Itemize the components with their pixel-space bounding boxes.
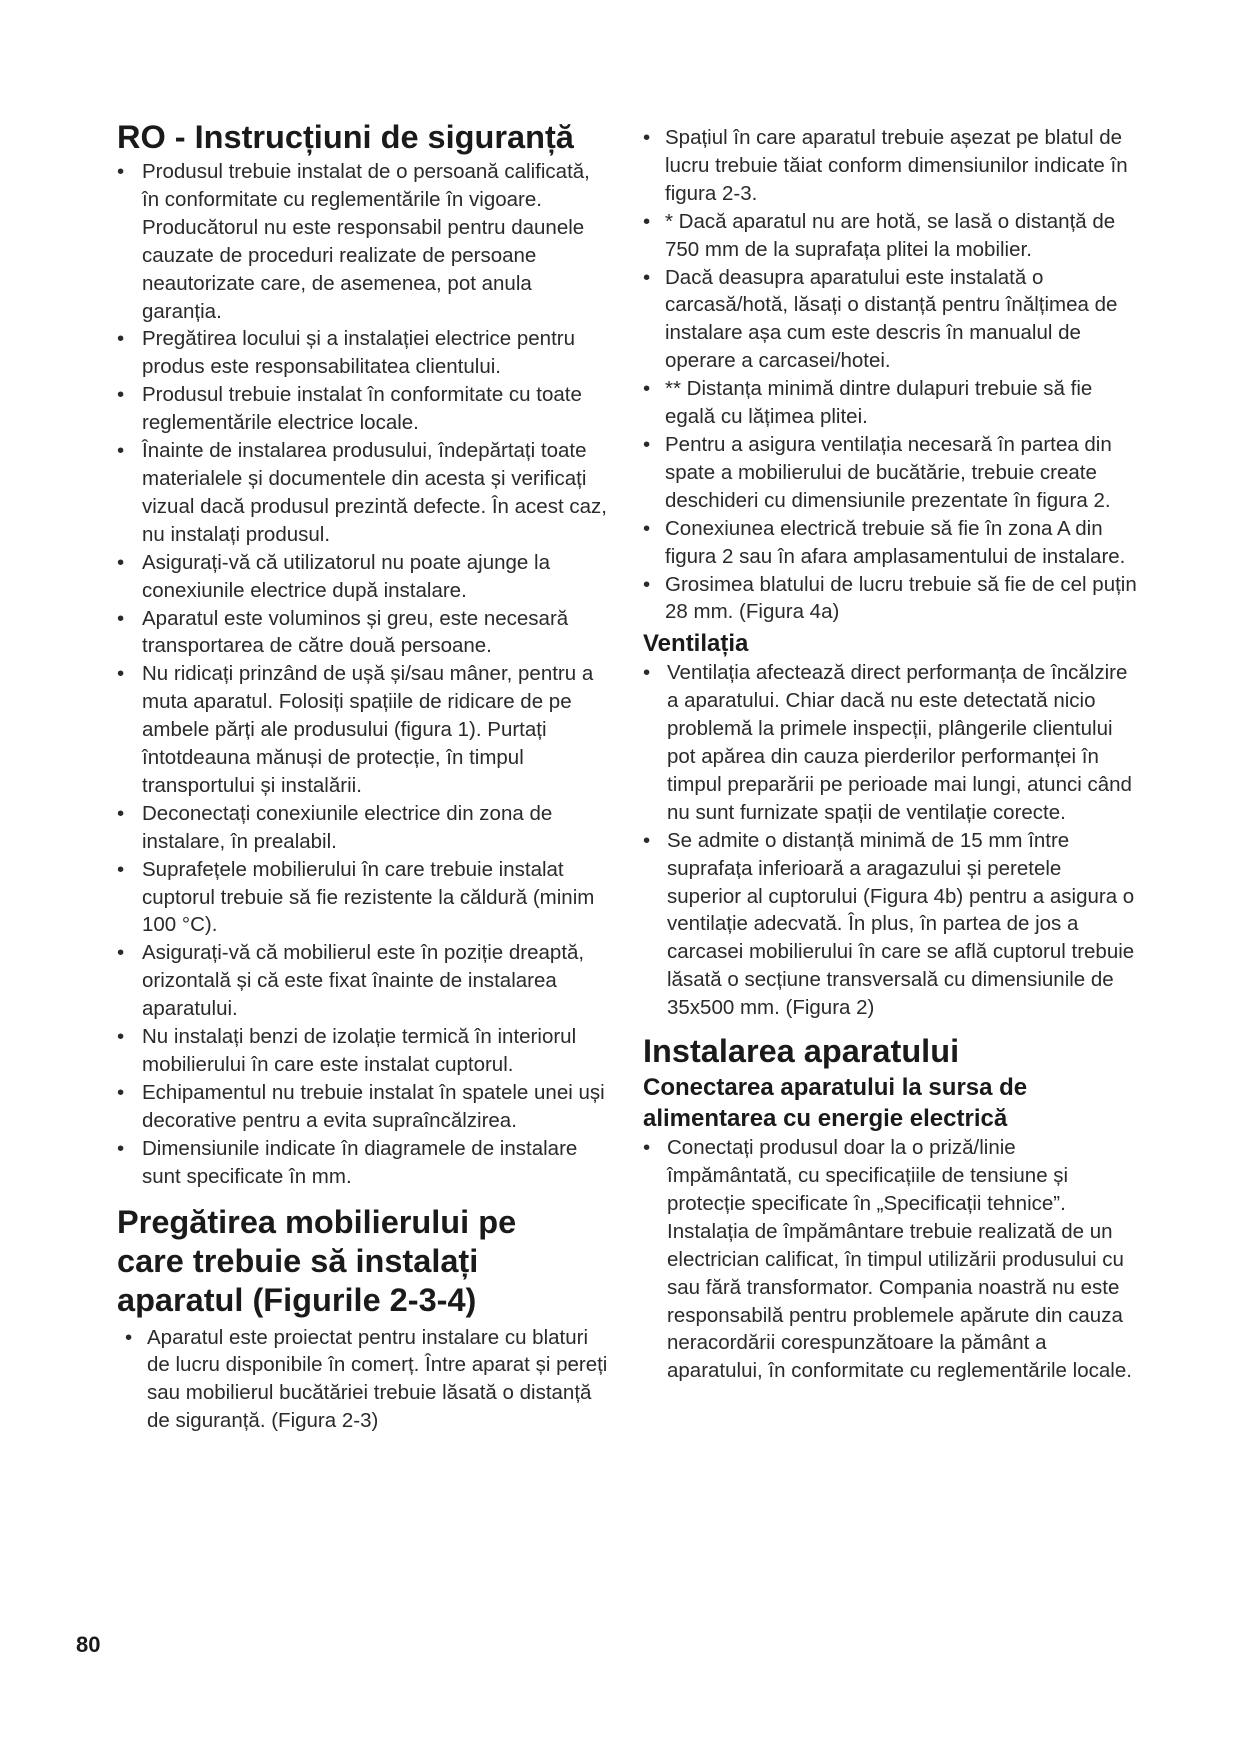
list-item: • Spațiul în care aparatul trebuie așezat pe blatul de lucru trebuie tăiat conform dimensiunilor indicate în figura 2-3.: [643, 124, 1138, 208]
list-item: • Grosimea blatului de lucru trebuie să fie de cel puțin 28 mm. (Figura 4a): [643, 571, 1138, 627]
ventilation-list: [643, 659, 1135, 1022]
list-item: • ** Distanța minimă dintre dulapuri trebuie să fie egală cu lățimea plitei.: [643, 375, 1138, 431]
list-item: • Asigurați-vă că mobilierul este în poziție dreaptă, orizontală și că este fixat înainte de instalarea aparatului.: [117, 939, 607, 1023]
list-item: • Produsul trebuie instalat în conformitate cu toate reglementările electrice locale.: [117, 381, 607, 437]
furniture-prep-list: [117, 1324, 610, 1436]
list-item: • Pregătirea locului și a instalației electrice pentru produs este responsabilitatea clientului.: [117, 325, 607, 381]
list-item: • Înainte de instalarea produsului, îndepărtați toate materialele și documentele din acesta și verificați vizual dacă produsul prezintă defecte. În acest caz, nu instalați produsul.: [117, 437, 607, 549]
electrical-connection-list: [643, 1134, 1135, 1385]
list-item: • Se admite o distanță minimă de 15 mm între suprafața inferioară a aragazului și peretele superior al cuptorului (Figura 4b) pentru a asigura o ventilație adecvată. În plus, în partea de jos a carcasei mobilierului în care se află cuptorul trebuie lăsată o secțiune transversală cu dimensiunile de 35x500 mm. (Figura 2): [643, 827, 1135, 1022]
list-item: • * Dacă aparatul nu are hotă, se lasă o distanță de 750 mm de la suprafața plitei la mobilier.: [643, 208, 1138, 264]
cutout-list: [643, 124, 1138, 626]
list-item: • Pentru a asigura ventilația necesară în partea din spate a mobilierului de bucătărie, trebuie create deschideri cu dimensiunile prezentate în figura 2.: [643, 431, 1138, 515]
furniture-prep-title: Pregătirea mobilierului pe care trebuie să instalați aparatul (Figurile 2-3-4): [117, 1203, 517, 1318]
list-item: • Aparatul este voluminos și greu, este necesară transportarea de către două persoane.: [117, 605, 607, 661]
list-item: • Aparatul este proiectat pentru instalare cu blaturi de lucru disponibile în comerț. Între aparat și pereți sau mobilierul bucătăriei trebuie lăsată o distanță de siguranță. (Figura 2-3): [125, 1324, 610, 1436]
list-item: • Produsul trebuie instalat de o persoană calificată, în conformitate cu reglementările în vigoare. Producătorul nu este responsabil pentru daunele cauzate de proceduri realizate de persoane neautorizate care, de asemenea, pot anula garanția.: [117, 158, 607, 325]
ventilation-title: Ventilația: [643, 630, 749, 658]
right-column: [643, 124, 1138, 1385]
page-number: 80: [76, 1632, 101, 1657]
electrical-connection-title: Conectarea aparatului la sursa de alimentarea cu energie electrică: [643, 1074, 1028, 1133]
list-item: • Conectați produsul doar la o priză/linie împământată, cu specificațiile de tensiune și protecție specificate în „Specificații tehnice”. Instalația de împământare trebuie realizată de un electrician calificat, în timpul utilizării produsului cu sau fără transformator. Compania noastră nu este responsabilă pentru problemele apărute din cauza neracordării corespunzătoare la pământ a aparatului, în conformitate cu reglementările locale.: [643, 1134, 1135, 1385]
safety-title: RO - Instrucțiuni de siguranță: [117, 119, 574, 155]
list-item: • Dacă deasupra aparatului este instalată o carcasă/hotă, lăsați o distanță pentru înălțimea de instalare așa cum este descris în manualul de operare a carcasei/hotei.: [643, 264, 1138, 376]
list-item: • Ventilația afectează direct performanța de încălzire a aparatului. Chiar dacă nu este detectată nicio problemă la primele inspecții, plângerile clientului pot apărea din cauza pierderilor performanței în timpul preparării pe perioade mai lungi, atunci când nu sunt furnizate spații de ventilație corecte.: [643, 659, 1135, 826]
list-item: • Nu instalați benzi de izolație termică în interiorul mobilierului în care este instalat cuptorul.: [117, 1023, 607, 1079]
list-item: • Deconectați conexiunile electrice din zona de instalare, în prealabil.: [117, 800, 607, 856]
list-item: • Conexiunea electrică trebuie să fie în zona A din figura 2 sau în afara amplasamentului de instalare.: [643, 515, 1138, 571]
list-item: • Asigurați-vă că utilizatorul nu poate ajunge la conexiunile electrice după instalare.: [117, 549, 607, 605]
list-item: • Suprafețele mobilierului în care trebuie instalat cuptorul trebuie să fie rezistente la căldură (minim 100 °C).: [117, 856, 607, 940]
left-column: [117, 118, 617, 1435]
list-item: • Echipamentul nu trebuie instalat în spatele unei uși decorative pentru a evita supraîncălzirea.: [117, 1079, 607, 1135]
safety-list: [117, 158, 607, 1191]
installation-title: Instalarea aparatului: [643, 1033, 960, 1070]
list-item: • Nu ridicați prinzând de ușă și/sau mâner, pentru a muta aparatul. Folosiți spațiile de ridicare de pe ambele părți ale produsului (figura 1). Purtați întotdeauna mănuși de protecție, în timpul transportului și instalării.: [117, 660, 607, 800]
list-item: • Dimensiunile indicate în diagramele de instalare sunt specificate în mm.: [117, 1135, 607, 1191]
